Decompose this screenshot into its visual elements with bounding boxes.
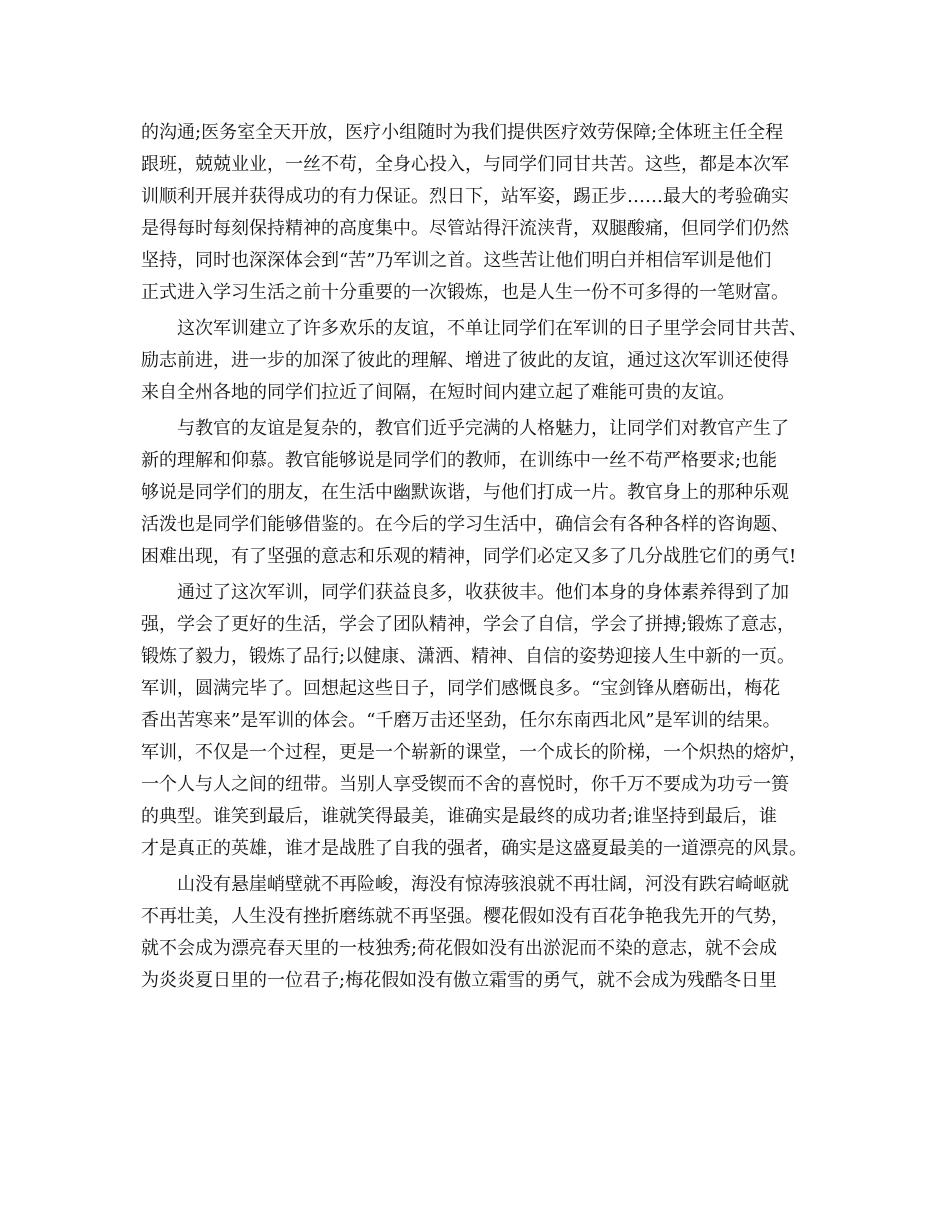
text-line: 跟班，兢兢业业，一丝不苟，全身心投入，与同学们同甘共苦。这些，都是本次军	[141, 154, 789, 175]
text-line: 山没有悬崖峭壁就不再险峻，海没有惊涛骇浪就不再壮阔，河没有跌宕崎岖就	[141, 874, 789, 895]
text-line: 与教官的友谊是复杂的，教官们近乎完满的人格魅力，让同学们对教官产生了	[141, 418, 789, 439]
document-body	[141, 117, 821, 997]
text-line: 通过了这次军训，同学们获益良多，收获彼丰。他们本身的身体素养得到了加	[141, 582, 789, 603]
paragraph	[141, 117, 821, 309]
text-line: 不再壮美，人生没有挫折磨练就不再坚强。樱花假如没有百花争艳我先开的气势，	[141, 906, 789, 927]
text-line: 为炎炎夏日里的一位君子;梅花假如没有傲立霜雪的勇气，就不会成为残酷冬日里	[141, 970, 778, 991]
text-line: 来自全州各地的同学们拉近了间隔，在短时间内建立起了难能可贵的友谊。	[141, 382, 735, 403]
text-line: 够说是同学们的朋友，在生活中幽默诙谐，与他们打成一片。教官身上的那种乐观	[141, 482, 789, 503]
text-line: 锻炼了毅力，锻炼了品行;以健康、潇洒、精神、自信的姿势迎接人生中新的一页。	[141, 646, 796, 667]
text-line: 强，学会了更好的生活，学会了团队精神，学会了自信，学会了拼搏;锻炼了意志，	[141, 614, 796, 635]
paragraph	[141, 313, 821, 409]
text-line: 是得每时每刻保持精神的高度集中。尽管站得汗流浃背，双腿酸痛，但同学们仍然	[141, 218, 789, 239]
paragraph	[141, 413, 821, 573]
text-line: 才是真正的英雄，谁才是战胜了自我的强者，确实是这盛夏最美的一道漂亮的风景。	[141, 838, 807, 859]
text-line: 正式进入学习生活之前十分重要的一次锻炼，也是人生一份不可多得的一笔财富。	[141, 282, 789, 303]
paragraph	[141, 869, 821, 997]
text-line: 香出苦寒来”是军训的体会。“千磨万击还坚劲，任尔东南西北风”是军训的结果。	[141, 710, 781, 731]
text-line: 一个人与人之间的纽带。当别人享受锲而不舍的喜悦时，你千万不要成为功亏一篑	[141, 774, 789, 795]
paragraph	[141, 577, 821, 865]
text-line: 训顺利开展并获得成功的有力保证。烈日下，站军姿，踢正步……最大的考验确实	[141, 186, 789, 207]
text-line: 军训，圆满完毕了。回想起这些日子，同学们感慨良多。“宝剑锋从磨砺出，梅花	[141, 678, 781, 699]
text-line: 就不会成为漂亮春天里的一枝独秀;荷花假如没有出淤泥而不染的意志，就不会成	[141, 938, 778, 959]
text-line: 困难出现，有了坚强的意志和乐观的精神，同学们必定又多了几分战胜它们的勇气!	[141, 546, 797, 567]
text-line: 坚持，同时也深深体会到“苦”乃军训之首。这些苦让他们明白并相信军训是他们	[141, 250, 772, 271]
text-line: 的沟通;医务室全天开放，医疗小组随时为我们提供医疗效劳保障;全体班主任全程	[141, 122, 784, 143]
text-line: 新的理解和仰慕。教官能够说是同学们的教师，在训练中一丝不苟严格要求;也能	[141, 450, 778, 471]
text-line: 军训，不仅是一个过程，更是一个崭新的课堂，一个成长的阶梯，一个炽热的熔炉，	[141, 742, 807, 763]
text-line: 的典型。谁笑到最后，谁就笑得最美，谁确实是最终的成功者;谁坚持到最后，谁	[141, 806, 778, 827]
text-line: 活泼也是同学们能够借鉴的。在今后的学习生活中，确信会有各种各样的咨询题、	[141, 514, 789, 535]
text-line: 励志前进，进一步的加深了彼此的理解、增进了彼此的友谊，通过这次军训还使得	[141, 350, 789, 371]
text-line: 这次军训建立了许多欢乐的友谊，不单让同学们在军训的日子里学会同甘共苦、	[141, 318, 807, 339]
